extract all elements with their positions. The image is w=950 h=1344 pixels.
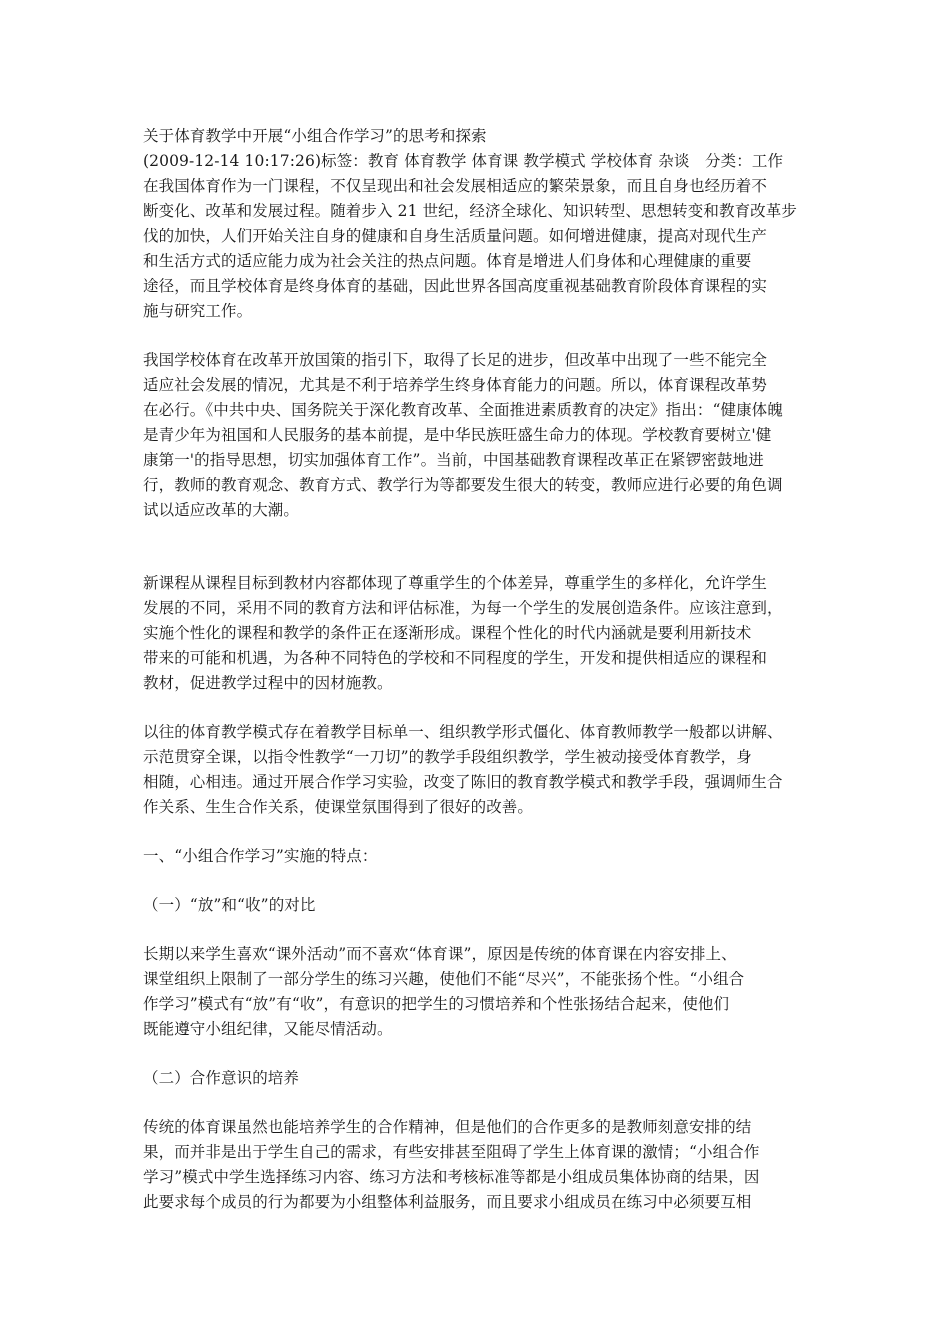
paragraph bbox=[143, 893, 815, 918]
paragraph-line: 途径，而且学校体育是终身体育的基础，因此世界各国高度重视基础教育阶段体育课程的实 bbox=[143, 277, 768, 295]
paragraph bbox=[143, 1115, 815, 1215]
paragraph bbox=[143, 174, 815, 324]
paragraph-line: 适应社会发展的情况，尤其是不利于培养学生终身体育能力的问题。所以，体育课程改革势 bbox=[143, 376, 768, 394]
paragraph-line: 传统的体育课虽然也能培养学生的合作精神，但是他们的合作更多的是教师刻意安排的结 bbox=[143, 1118, 752, 1136]
paragraph bbox=[143, 1066, 815, 1091]
document-page bbox=[143, 124, 815, 1215]
paragraph-line: 作学习”模式有“放”有“收”，有意识的把学生的习惯培养和个性张扬结合起来，使他们 bbox=[143, 995, 730, 1013]
paragraph bbox=[143, 720, 815, 820]
paragraph-line: 以往的体育教学模式存在着教学目标单一、组织教学形式僵化、体育教师教学一般都以讲解、 bbox=[143, 723, 783, 741]
document-body bbox=[143, 174, 815, 1215]
paragraph-spacer bbox=[143, 869, 815, 893]
paragraph-line: 果，而并非是出于学生自己的需求，有些安排甚至阻碍了学生上体育课的激情；“小组合作 bbox=[143, 1143, 760, 1161]
paragraph bbox=[143, 942, 815, 1042]
paragraph-line: （二）合作意识的培养 bbox=[143, 1069, 300, 1087]
paragraph-line: （一）“放”和“收”的对比 bbox=[143, 896, 316, 914]
paragraph bbox=[143, 844, 815, 869]
paragraph-spacer bbox=[143, 820, 815, 844]
paragraph-line: 作关系、生生合作关系，使课堂氛围得到了很好的改善。 bbox=[143, 798, 534, 816]
paragraph-line: 实施个性化的课程和教学的条件正在逐渐形成。课程个性化的时代内涵就是要利用新技术 bbox=[143, 624, 752, 642]
paragraph-line: 此要求每个成员的行为都要为小组整体利益服务，而且要求小组成员在练习中必须要互相 bbox=[143, 1193, 752, 1211]
paragraph-line: 试以适应改革的大潮。 bbox=[143, 501, 300, 519]
paragraph-line: 示范贯穿全课，以指令性教学“一刀切”的教学手段组织教学，学生被动接受体育教学，身 bbox=[143, 748, 752, 766]
paragraph-line: 新课程从课程目标到教材内容都体现了尊重学生的个体差异，尊重学生的多样化，允许学生 bbox=[143, 574, 768, 592]
paragraph-line: 断变化、改革和发展过程。随着步入 21 世纪，经济全球化、知识转型、思想转变和教育改革步 bbox=[143, 202, 797, 220]
paragraph-line: 伐的加快，人们开始关注自身的健康和自身生活质量问题。如何增进健康，提高对现代生产 bbox=[143, 227, 768, 245]
paragraph-line: 康第一'的指导思想，切实加强体育工作”。当前，中国基础教育课程改革正在紧锣密鼓地进 bbox=[143, 451, 764, 469]
paragraph-line: 一、“小组合作学习”实施的特点： bbox=[143, 847, 378, 865]
paragraph-line: 我国学校体育在改革开放国策的指引下，取得了长足的进步，但改革中出现了一些不能完全 bbox=[143, 351, 768, 369]
paragraph-line: 长期以来学生喜欢“课外活动”而不喜欢“体育课”，原因是传统的体育课在内容安排上、 bbox=[143, 945, 737, 963]
paragraph-line: 在必行。《中共中央、国务院关于深化教育改革、全面推进素质教育的决定》指出：“健康体魄 bbox=[143, 401, 783, 419]
paragraph-line: 施与研究工作。 bbox=[143, 302, 253, 320]
paragraph-line: 教材，促进教学过程中的因材施教。 bbox=[143, 674, 393, 692]
paragraph-spacer bbox=[143, 696, 815, 720]
document-title: 关于体育教学中开展“小组合作学习”的思考和探索 bbox=[143, 127, 487, 145]
document-meta: (2009-12-14 10:17:26)标签：教育 体育教学 体育课 教学模式 学校体育 杂谈 分类：工作 bbox=[143, 152, 784, 170]
paragraph-spacer bbox=[143, 918, 815, 942]
paragraph bbox=[143, 571, 815, 696]
paragraph-line: 既能遵守小组纪律，又能尽情活动。 bbox=[143, 1020, 393, 1038]
paragraph-line: 相随，心相违。通过开展合作学习实验，改变了陈旧的教育教学模式和教学手段，强调师生合 bbox=[143, 773, 783, 791]
paragraph bbox=[143, 348, 815, 523]
paragraph-spacer bbox=[143, 324, 815, 348]
paragraph-spacer bbox=[143, 1042, 815, 1066]
paragraph-line: 在我国体育作为一门课程，不仅呈现出和社会发展相适应的繁荣景象，而且自身也经历着不 bbox=[143, 177, 768, 195]
paragraph-line: 行，教师的教育观念、教育方式、教学行为等都要发生很大的转变，教师应进行必要的角色调 bbox=[143, 476, 783, 494]
paragraph-spacer bbox=[143, 523, 815, 571]
paragraph-line: 带来的可能和机遇，为各种不同特色的学校和不同程度的学生，开发和提供相适应的课程和 bbox=[143, 649, 768, 667]
paragraph-line: 课堂组织上限制了一部分学生的练习兴趣，使他们不能“尽兴”，不能张扬个性。“小组合 bbox=[143, 970, 745, 988]
paragraph-line: 学习”模式中学生选择练习内容、练习方法和考核标准等都是小组成员集体协商的结果，因 bbox=[143, 1168, 760, 1186]
paragraph-line: 是青少年为祖国和人民服务的基本前提，是中华民族旺盛生命力的体现。学校教育要树立'健 bbox=[143, 426, 772, 444]
paragraph-line: 和生活方式的适应能力成为社会关注的热点问题。体育是增进人们身体和心理健康的重要 bbox=[143, 252, 752, 270]
paragraph-spacer bbox=[143, 1091, 815, 1115]
paragraph-line: 发展的不同，采用不同的教育方法和评估标准，为每一个学生的发展创造条件。应该注意到， bbox=[143, 599, 783, 617]
